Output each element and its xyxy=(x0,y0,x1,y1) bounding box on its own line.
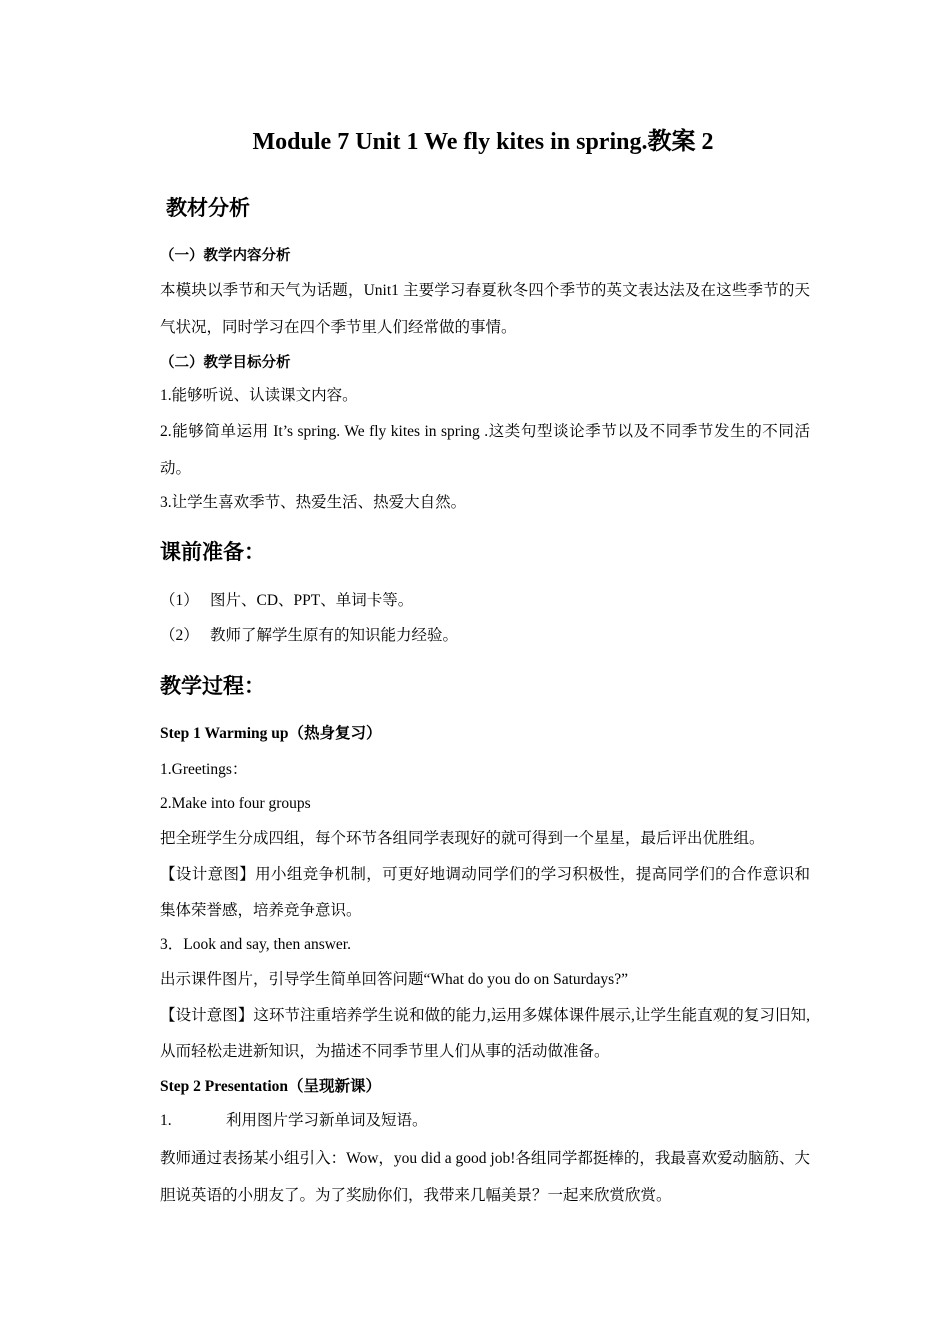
step-1-heading: Step 1 Warming up（热身复习） xyxy=(160,725,382,742)
goal-item-1: 1.能够听说、认读课文内容。 xyxy=(160,387,358,404)
heading-teaching-process: 教学过程： xyxy=(160,674,265,698)
step-1-line-show-pictures: 出示课件图片，引导学生简单回答问题“What do you do on Saturdays?” xyxy=(160,971,628,988)
prep-item-2 xyxy=(160,625,810,647)
heading-material-analysis: 教材分析 xyxy=(166,196,250,220)
step-1-line-divide-class: 把全班学生分成四组，每个环节各组同学表现好的就可得到一个星星，最后评出优胜组。 xyxy=(160,830,765,847)
prep-item-text: 教师了解学生原有的知识能力经验。 xyxy=(210,627,459,644)
prep-item-text: 图片、CD、PPT、单词卡等。 xyxy=(210,592,414,609)
document-title: Module 7 Unit 1 We fly kites in spring.教案 2 xyxy=(252,129,714,155)
content-analysis-text: 本模块以季节和天气为话题，Unit1 主要学习春夏秋冬四个季节的英文表达法及在这些季节的天气状况，同时学习在四个季节里人们经常做的事情。 xyxy=(160,282,810,336)
heading-class-preparation: 课前准备： xyxy=(160,540,265,564)
step-1-line-groups: 2.Make into four groups xyxy=(160,795,311,812)
heading-content-analysis: （一）教学内容分析 xyxy=(160,248,291,264)
step-1-design-intent-1: 【设计意图】用小组竞争机制，可更好地调动同学们的学习积极性，提高同学们的合作意识和集体荣誉感，培养竞争意识。 xyxy=(160,866,810,919)
step-1-line-greetings: 1.Greetings： xyxy=(160,761,248,778)
step-2-heading: Step 2 Presentation（呈现新课） xyxy=(160,1078,382,1095)
step-2-paragraph: 教师通过表扬某小组引入：Wow，you did a good job!各组同学都挺棒的，我最喜欢爱动脑筋、大胆说英语的小朋友了。为了奖励你们，我带来几幅美景？一起来欣赏欣赏。 xyxy=(160,1150,810,1204)
goal-item-2: 2.能够简单运用 It’s spring. We fly kites in spring .这类句型谈论季节以及不同季节发生的不同活动。 xyxy=(160,423,810,477)
prep-item-1 xyxy=(160,590,810,612)
step-1-line-look-and-say: 3．Look and say, then answer. xyxy=(160,936,351,953)
heading-goals-analysis: （二）教学目标分析 xyxy=(160,355,291,371)
step-2-item-number: 1. xyxy=(160,1112,172,1129)
prep-item-number: （1） xyxy=(160,592,199,609)
step-2-item-text: 利用图片学习新单词及短语。 xyxy=(226,1112,428,1129)
step-2-item-1 xyxy=(160,1110,810,1132)
prep-item-number: （2） xyxy=(160,627,199,644)
step-1-design-intent-2: 【设计意图】这环节注重培养学生说和做的能力,运用多媒体课件展示,让学生能直观的复习旧知,从而轻松走进新知识，为描述不同季节里人们从事的活动做准备。 xyxy=(160,1007,810,1060)
goal-item-3: 3.让学生喜欢季节、热爱生活、热爱大自然。 xyxy=(160,494,467,511)
